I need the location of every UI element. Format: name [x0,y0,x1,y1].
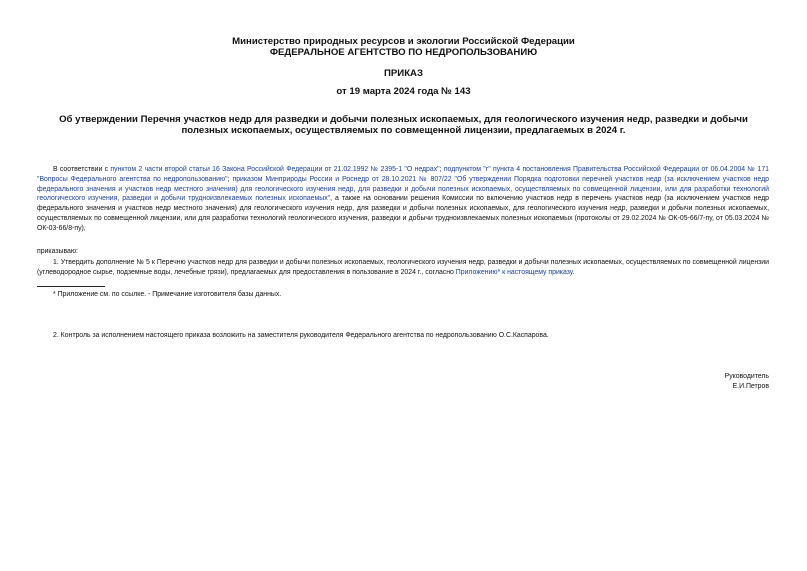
preamble-text-3: ; [227,175,233,183]
appendix-link[interactable]: Приложению* к настоящему приказу [455,268,573,276]
preamble-text-1: В соответствии с [53,166,111,173]
order-item-1-text: 1. Утвердить дополнение № 5 к Перечню участков недр для разведки и добычи полезных ископаемых, геологического изучения недр, разведки и добычи полезных ископаемых, осуществляемых по совмещенной лицензии (углеводородное сырье, подземные воды, лечебные грязи), предлагаемых для предоставления в пользование в 2024 г., согласно [37,259,769,276]
signatory-name: Е.И.Петров [732,383,769,390]
signatory-position: Руководитель [724,373,769,380]
footnote-divider [37,286,105,287]
document-date: от 19 марта 2024 года № 143 [336,86,471,97]
footnote: * Приложение см. по ссылке. - Примечание изготовителя базы данных. [53,291,282,298]
ministry-order-link[interactable]: приказом Минприроды России и Роснедр от 28.10.2021 № 807/22 "Об утверждении Порядка подготовки перечней участков недр (за исключением участков недр федерального значения и участков недр местного значения) для геологического изучения недр, для разведки и добычи полезных ископаемых, осуществляемых по совмещенной лицензии, или для разработки технологий геологического изучения, разведки и добычи трудноизвлекаемых полезных ископаемых" [37,175,769,203]
document-title: Об утверждении Перечня участков недр для разведки и добычи полезных ископаемых, для геологического изучения недр, разведки и добычи полезных ископаемых, осуществляемых по совмещенной лицензии, предлагаемых в 2024 г. [59,114,748,136]
order-item-1-end: . [572,268,575,276]
ministry-name: Министерство природных ресурсов и экологии Российской Федерации [232,36,575,47]
order-item-2: 2. Контроль за исполнением настоящего приказа возложить на заместителя руководителя Федерального агентства по недропользованию О.С.Каспарова. [53,332,549,339]
preamble-text-2: ; [439,166,444,173]
order-word: приказываю: [37,248,78,255]
document-type: ПРИКАЗ [384,68,423,79]
order-item-1 [37,258,769,278]
agency-name: ФЕДЕРАЛЬНОЕ АГЕНТСТВО ПО НЕДРОПОЛЬЗОВАНИЮ [269,47,538,58]
preamble-paragraph [37,165,769,234]
government-decree-link[interactable]: подпунктом "г" пункта 4 постановления Правительства Российской Федерации от 06.04.2004 № 171 "Вопросы Федерального агентства по недропользованию" [37,166,769,183]
preamble-text-4: , а также на основании решения Комиссии по включению участков недр в перечень участков недр (за исключением участков недр федерального значения и участков недр местного значения) для геологического изучения недр, для разведки и добычи полезных ископаемых, для геологического изучения недр, разведки и добычи полезных ископаемых, осуществляемых по совмещенной лицензии, или для разработки технологий геологического изучения, разведки и добычи трудноизвлекаемых полезных ископаемых (протоколы от 29.02.2024 № ОК-05-66/7-пу, от 05.03.2024 № ОК-03-66/8-пу), [37,195,770,232]
law-link[interactable]: пунктом 2 части второй статьи 16 Закона Российской Федерации от 21.02.1992 № 2395-1 "О недрах" [110,166,440,173]
